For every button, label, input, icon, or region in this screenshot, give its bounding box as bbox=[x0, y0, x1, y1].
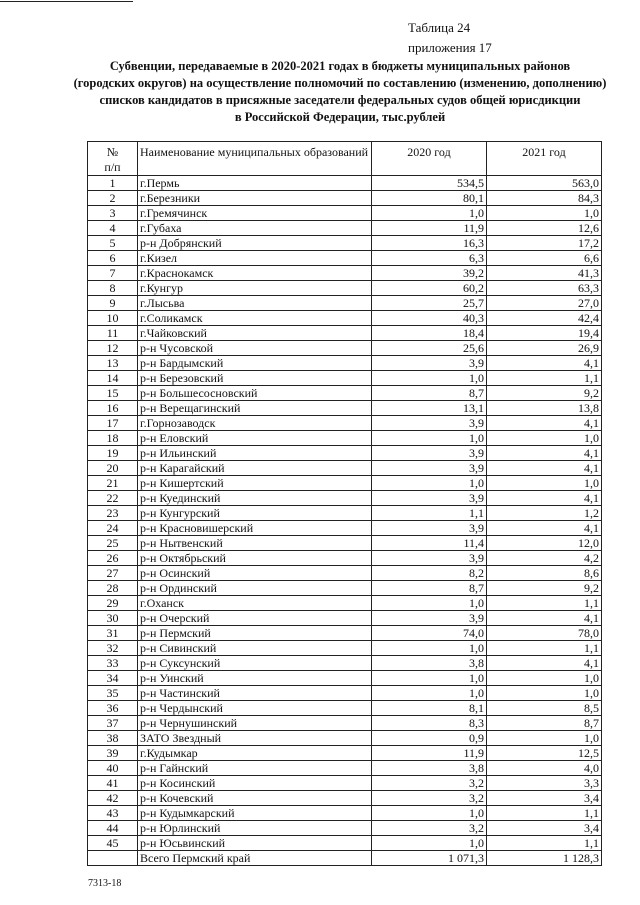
row-value-2020: 3,9 bbox=[372, 491, 487, 506]
row-name: р-н Ординский bbox=[138, 581, 372, 596]
row-name: г.Кизел bbox=[138, 251, 372, 266]
row-value-2021: 1,0 bbox=[487, 431, 602, 446]
row-value-2020: 3,9 bbox=[372, 461, 487, 476]
row-value-2021: 4,1 bbox=[487, 446, 602, 461]
row-value-2020: 8,1 bbox=[372, 701, 487, 716]
row-number: 6 bbox=[88, 251, 138, 266]
row-value-2021: 27,0 bbox=[487, 296, 602, 311]
table-row bbox=[88, 746, 602, 761]
title-line: списков кандидатов в присяжные заседатели федеральных судов общей юрисдикции bbox=[99, 93, 581, 107]
row-value-2021: 8,6 bbox=[487, 566, 602, 581]
row-value-2020: 1,0 bbox=[372, 596, 487, 611]
row-value-2020: 40,3 bbox=[372, 311, 487, 326]
row-value-2020: 3,9 bbox=[372, 446, 487, 461]
row-value-2021: 26,9 bbox=[487, 341, 602, 356]
row-value-2021: 12,5 bbox=[487, 746, 602, 761]
row-number: 19 bbox=[88, 446, 138, 461]
row-number: 11 bbox=[88, 326, 138, 341]
table-row bbox=[88, 791, 602, 806]
row-value-2021: 4,1 bbox=[487, 521, 602, 536]
top-rule bbox=[0, 1, 133, 2]
row-name: г.Горнозаводск bbox=[138, 416, 372, 431]
table-row bbox=[88, 491, 602, 506]
row-number: 4 bbox=[88, 221, 138, 236]
row-value-2020: 60,2 bbox=[372, 281, 487, 296]
row-value-2021: 41,3 bbox=[487, 266, 602, 281]
table-header-row bbox=[88, 142, 602, 176]
row-number: 1 bbox=[88, 176, 138, 191]
row-value-2020: 8,7 bbox=[372, 581, 487, 596]
row-value-2021: 42,4 bbox=[487, 311, 602, 326]
row-number: 20 bbox=[88, 461, 138, 476]
column-header-number-line1: № bbox=[106, 145, 119, 159]
table-row bbox=[88, 356, 602, 371]
row-name: р-н Пермский bbox=[138, 626, 372, 641]
row-number: 31 bbox=[88, 626, 138, 641]
row-number: 2 bbox=[88, 191, 138, 206]
table-row bbox=[88, 476, 602, 491]
column-header-2021: 2021 год bbox=[487, 142, 602, 176]
row-number: 24 bbox=[88, 521, 138, 536]
row-number: 21 bbox=[88, 476, 138, 491]
row-value-2021: 4,1 bbox=[487, 656, 602, 671]
row-name: р-н Нытвенский bbox=[138, 536, 372, 551]
row-name: р-н Кишертский bbox=[138, 476, 372, 491]
table-row bbox=[88, 536, 602, 551]
total-label: Всего Пермский край bbox=[138, 851, 372, 866]
row-name: г.Соликамск bbox=[138, 311, 372, 326]
document-title bbox=[60, 58, 620, 126]
row-value-2020: 39,2 bbox=[372, 266, 487, 281]
row-value-2021: 4,1 bbox=[487, 491, 602, 506]
row-name: г.Березники bbox=[138, 191, 372, 206]
row-name: р-н Осинский bbox=[138, 566, 372, 581]
row-number: 9 bbox=[88, 296, 138, 311]
table-row bbox=[88, 686, 602, 701]
row-name: г.Гремячинск bbox=[138, 206, 372, 221]
table-row bbox=[88, 671, 602, 686]
row-value-2021: 13,8 bbox=[487, 401, 602, 416]
row-number: 42 bbox=[88, 791, 138, 806]
row-value-2020: 11,9 bbox=[372, 746, 487, 761]
row-number: 7 bbox=[88, 266, 138, 281]
row-value-2020: 3,9 bbox=[372, 521, 487, 536]
row-number: 45 bbox=[88, 836, 138, 851]
row-value-2021: 1,1 bbox=[487, 641, 602, 656]
row-value-2020: 1,0 bbox=[372, 836, 487, 851]
table-number: Таблица 24 bbox=[408, 20, 471, 35]
row-number: 14 bbox=[88, 371, 138, 386]
row-value-2020: 8,3 bbox=[372, 716, 487, 731]
table-row bbox=[88, 716, 602, 731]
row-value-2020: 13,1 bbox=[372, 401, 487, 416]
row-value-2020: 1,0 bbox=[372, 671, 487, 686]
row-name: р-н Гайнский bbox=[138, 761, 372, 776]
table-row bbox=[88, 596, 602, 611]
row-value-2021: 4,1 bbox=[487, 611, 602, 626]
row-number: 12 bbox=[88, 341, 138, 356]
row-value-2020: 3,2 bbox=[372, 776, 487, 791]
row-value-2020: 0,9 bbox=[372, 731, 487, 746]
row-number: 25 bbox=[88, 536, 138, 551]
row-value-2021: 1,0 bbox=[487, 731, 602, 746]
row-value-2020: 534,5 bbox=[372, 176, 487, 191]
row-value-2021: 3,3 bbox=[487, 776, 602, 791]
row-name: г.Кунгур bbox=[138, 281, 372, 296]
row-value-2020: 3,9 bbox=[372, 416, 487, 431]
row-number: 15 bbox=[88, 386, 138, 401]
table-row bbox=[88, 431, 602, 446]
row-value-2020: 8,7 bbox=[372, 386, 487, 401]
row-number: 34 bbox=[88, 671, 138, 686]
column-header-2020: 2020 год bbox=[372, 142, 487, 176]
table-row bbox=[88, 581, 602, 596]
row-value-2020: 74,0 bbox=[372, 626, 487, 641]
row-value-2020: 8,2 bbox=[372, 566, 487, 581]
row-name: р-н Чердынский bbox=[138, 701, 372, 716]
table-row bbox=[88, 611, 602, 626]
row-value-2021: 4,1 bbox=[487, 461, 602, 476]
row-value-2020: 3,9 bbox=[372, 356, 487, 371]
table-row bbox=[88, 821, 602, 836]
subventions-table bbox=[87, 141, 602, 866]
total-2021: 1 128,3 bbox=[487, 851, 602, 866]
row-name: г.Краснокамск bbox=[138, 266, 372, 281]
row-value-2021: 17,2 bbox=[487, 236, 602, 251]
row-value-2021: 1,0 bbox=[487, 686, 602, 701]
row-number: 13 bbox=[88, 356, 138, 371]
row-number: 30 bbox=[88, 611, 138, 626]
row-name: р-н Очерский bbox=[138, 611, 372, 626]
row-number: 18 bbox=[88, 431, 138, 446]
table-row bbox=[88, 191, 602, 206]
row-value-2021: 78,0 bbox=[487, 626, 602, 641]
row-name: р-н Косинский bbox=[138, 776, 372, 791]
row-number: 29 bbox=[88, 596, 138, 611]
row-name: р-н Сивинский bbox=[138, 641, 372, 656]
row-value-2020: 16,3 bbox=[372, 236, 487, 251]
table-row bbox=[88, 761, 602, 776]
table-total-row bbox=[88, 851, 602, 866]
row-value-2020: 3,9 bbox=[372, 551, 487, 566]
title-line: в Российской Федерации, тыс.рублей bbox=[234, 110, 446, 124]
row-name: р-н Кочевский bbox=[138, 791, 372, 806]
row-name: р-н Красновишерский bbox=[138, 521, 372, 536]
table-row bbox=[88, 296, 602, 311]
appendix-reference: приложения 17 bbox=[408, 40, 492, 55]
row-value-2021: 1,1 bbox=[487, 371, 602, 386]
row-value-2021: 4,2 bbox=[487, 551, 602, 566]
row-value-2021: 84,3 bbox=[487, 191, 602, 206]
row-name: р-н Юсьвинский bbox=[138, 836, 372, 851]
table-row bbox=[88, 641, 602, 656]
table-row bbox=[88, 371, 602, 386]
row-name: р-н Березовский bbox=[138, 371, 372, 386]
row-value-2020: 1,0 bbox=[372, 206, 487, 221]
row-value-2021: 4,1 bbox=[487, 416, 602, 431]
table-row bbox=[88, 626, 602, 641]
table-row bbox=[88, 221, 602, 236]
table-row bbox=[88, 176, 602, 191]
row-value-2020: 1,0 bbox=[372, 476, 487, 491]
row-value-2020: 11,9 bbox=[372, 221, 487, 236]
row-value-2021: 3,4 bbox=[487, 821, 602, 836]
row-value-2020: 1,0 bbox=[372, 806, 487, 821]
row-value-2021: 1,0 bbox=[487, 671, 602, 686]
row-value-2021: 1,1 bbox=[487, 836, 602, 851]
row-name: р-н Чусовской bbox=[138, 341, 372, 356]
table-row bbox=[88, 281, 602, 296]
row-name: р-н Бардымский bbox=[138, 356, 372, 371]
row-number: 26 bbox=[88, 551, 138, 566]
row-name: р-н Кунгурский bbox=[138, 506, 372, 521]
row-number: 28 bbox=[88, 581, 138, 596]
title-line: (городских округов) на осуществление полномочий по составлению (изменению, дополнению) bbox=[73, 76, 607, 90]
table-row bbox=[88, 266, 602, 281]
row-name: р-н Добрянский bbox=[138, 236, 372, 251]
row-number: 5 bbox=[88, 236, 138, 251]
row-value-2020: 3,8 bbox=[372, 761, 487, 776]
row-number: 17 bbox=[88, 416, 138, 431]
table-row bbox=[88, 656, 602, 671]
row-value-2020: 80,1 bbox=[372, 191, 487, 206]
row-value-2021: 6,6 bbox=[487, 251, 602, 266]
row-value-2021: 9,2 bbox=[487, 581, 602, 596]
table-row bbox=[88, 701, 602, 716]
row-number: 37 bbox=[88, 716, 138, 731]
row-value-2021: 8,7 bbox=[487, 716, 602, 731]
column-header-name: Наименование муниципальных образований bbox=[138, 142, 372, 176]
table-row bbox=[88, 311, 602, 326]
table-row bbox=[88, 416, 602, 431]
document-code: 7313-18 bbox=[88, 878, 122, 889]
row-value-2021: 563,0 bbox=[487, 176, 602, 191]
row-name: г.Лысьва bbox=[138, 296, 372, 311]
row-name: р-н Уинский bbox=[138, 671, 372, 686]
row-value-2021: 1,0 bbox=[487, 206, 602, 221]
row-value-2021: 1,0 bbox=[487, 476, 602, 491]
row-name: г.Чайковский bbox=[138, 326, 372, 341]
row-value-2020: 1,0 bbox=[372, 686, 487, 701]
row-value-2021: 4,0 bbox=[487, 761, 602, 776]
row-name: р-н Верещагинский bbox=[138, 401, 372, 416]
row-number: 39 bbox=[88, 746, 138, 761]
row-number: 36 bbox=[88, 701, 138, 716]
table-row bbox=[88, 551, 602, 566]
table-row bbox=[88, 776, 602, 791]
total-number-cell bbox=[88, 851, 138, 866]
row-value-2021: 1,1 bbox=[487, 806, 602, 821]
row-value-2020: 3,8 bbox=[372, 656, 487, 671]
table-body bbox=[88, 176, 602, 851]
row-value-2020: 11,4 bbox=[372, 536, 487, 551]
table-row bbox=[88, 341, 602, 356]
row-value-2020: 1,0 bbox=[372, 641, 487, 656]
row-number: 38 bbox=[88, 731, 138, 746]
row-number: 43 bbox=[88, 806, 138, 821]
row-name: р-н Карагайский bbox=[138, 461, 372, 476]
table-row bbox=[88, 236, 602, 251]
row-name: р-н Октябрьский bbox=[138, 551, 372, 566]
row-name: г.Оханск bbox=[138, 596, 372, 611]
row-name: ЗАТО Звездный bbox=[138, 731, 372, 746]
row-name: г.Кудымкар bbox=[138, 746, 372, 761]
row-number: 10 bbox=[88, 311, 138, 326]
table-row bbox=[88, 566, 602, 581]
row-value-2020: 3,9 bbox=[372, 611, 487, 626]
row-value-2020: 1,0 bbox=[372, 371, 487, 386]
table-row bbox=[88, 251, 602, 266]
row-number: 3 bbox=[88, 206, 138, 221]
table-row bbox=[88, 206, 602, 221]
row-number: 8 bbox=[88, 281, 138, 296]
row-name: г.Пермь bbox=[138, 176, 372, 191]
row-value-2021: 1,2 bbox=[487, 506, 602, 521]
row-name: р-н Суксунский bbox=[138, 656, 372, 671]
row-value-2020: 3,2 bbox=[372, 791, 487, 806]
row-name: р-н Чернушинский bbox=[138, 716, 372, 731]
table-row bbox=[88, 806, 602, 821]
row-name: р-н Куединский bbox=[138, 491, 372, 506]
row-value-2021: 1,1 bbox=[487, 596, 602, 611]
row-number: 33 bbox=[88, 656, 138, 671]
row-name: р-н Юрлинский bbox=[138, 821, 372, 836]
row-value-2020: 1,0 bbox=[372, 431, 487, 446]
row-value-2021: 4,1 bbox=[487, 356, 602, 371]
table-row bbox=[88, 506, 602, 521]
table-row bbox=[88, 446, 602, 461]
row-number: 23 bbox=[88, 506, 138, 521]
row-name: р-н Еловский bbox=[138, 431, 372, 446]
row-name: р-н Частинский bbox=[138, 686, 372, 701]
row-number: 27 bbox=[88, 566, 138, 581]
row-value-2021: 3,4 bbox=[487, 791, 602, 806]
row-value-2021: 9,2 bbox=[487, 386, 602, 401]
row-name: р-н Кудымкарский bbox=[138, 806, 372, 821]
row-number: 40 bbox=[88, 761, 138, 776]
row-value-2020: 25,7 bbox=[372, 296, 487, 311]
row-name: р-н Большесосновский bbox=[138, 386, 372, 401]
row-value-2021: 8,5 bbox=[487, 701, 602, 716]
row-number: 32 bbox=[88, 641, 138, 656]
row-value-2021: 12,6 bbox=[487, 221, 602, 236]
table-row bbox=[88, 521, 602, 536]
table-row bbox=[88, 836, 602, 851]
column-header-number-line2: п/п bbox=[104, 160, 121, 174]
row-number: 22 bbox=[88, 491, 138, 506]
row-value-2020: 25,6 bbox=[372, 341, 487, 356]
table-row bbox=[88, 731, 602, 746]
row-value-2020: 18,4 bbox=[372, 326, 487, 341]
title-line: Субвенции, передаваемые в 2020-2021 годах в бюджеты муниципальных районов bbox=[109, 59, 571, 73]
row-name: р-н Ильинский bbox=[138, 446, 372, 461]
row-value-2020: 3,2 bbox=[372, 821, 487, 836]
row-value-2020: 6,3 bbox=[372, 251, 487, 266]
row-value-2020: 1,1 bbox=[372, 506, 487, 521]
table-row bbox=[88, 386, 602, 401]
table-row bbox=[88, 461, 602, 476]
row-value-2021: 12,0 bbox=[487, 536, 602, 551]
row-number: 44 bbox=[88, 821, 138, 836]
row-number: 41 bbox=[88, 776, 138, 791]
column-header-number bbox=[88, 142, 138, 176]
table-row bbox=[88, 401, 602, 416]
row-value-2021: 63,3 bbox=[487, 281, 602, 296]
table-row bbox=[88, 326, 602, 341]
row-number: 16 bbox=[88, 401, 138, 416]
row-value-2021: 19,4 bbox=[487, 326, 602, 341]
row-name: г.Губаха bbox=[138, 221, 372, 236]
total-2020: 1 071,3 bbox=[372, 851, 487, 866]
row-number: 35 bbox=[88, 686, 138, 701]
